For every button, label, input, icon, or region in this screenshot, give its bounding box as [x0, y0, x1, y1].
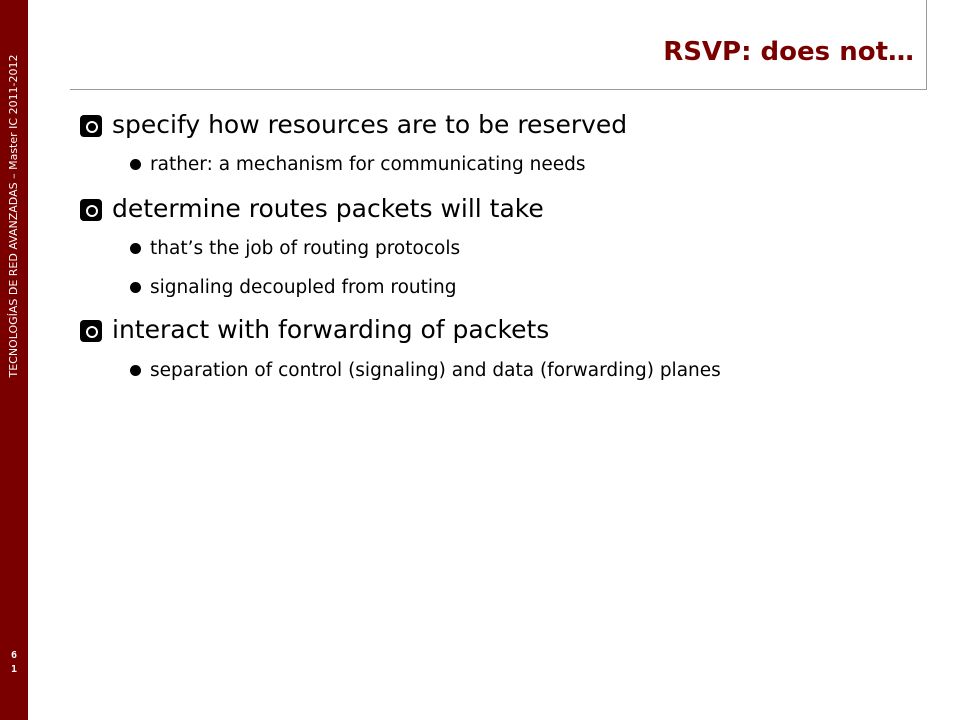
filled-circle-icon — [130, 159, 141, 170]
page-number-top-digit: 6 — [10, 650, 18, 661]
subbullet-1-1-text: rather: a mechanism for communicating needs — [150, 154, 586, 175]
circle-in-square-icon — [80, 320, 102, 342]
course-footer-text: TECNOLOGÍAS DE RED AVANZADAS – Master IC 2011-2012 — [7, 54, 20, 378]
filled-circle-icon — [130, 365, 141, 376]
bullet-2-text: determine routes packets will take — [112, 194, 544, 223]
filled-circle-icon — [130, 282, 141, 293]
title-frame — [70, 0, 927, 90]
sidebar — [0, 0, 28, 720]
subbullet-2-2-text: signaling decoupled from routing — [150, 277, 457, 298]
slide-title: RSVP: does not… — [663, 37, 914, 67]
subbullet-2-1-text: that’s the job of routing protocols — [150, 238, 461, 259]
bullet-3-text: interact with forwarding of packets — [112, 315, 550, 344]
circle-in-square-icon — [80, 199, 102, 221]
bullet-1-text: specify how resources are to be reserved — [112, 110, 628, 139]
filled-circle-icon — [130, 243, 141, 254]
page-number — [0, 649, 28, 677]
page-number-bottom-digit: 1 — [10, 664, 18, 675]
circle-in-square-icon — [80, 115, 102, 137]
subbullet-3-1-text: separation of control (signaling) and data (forwarding) planes — [150, 360, 721, 381]
